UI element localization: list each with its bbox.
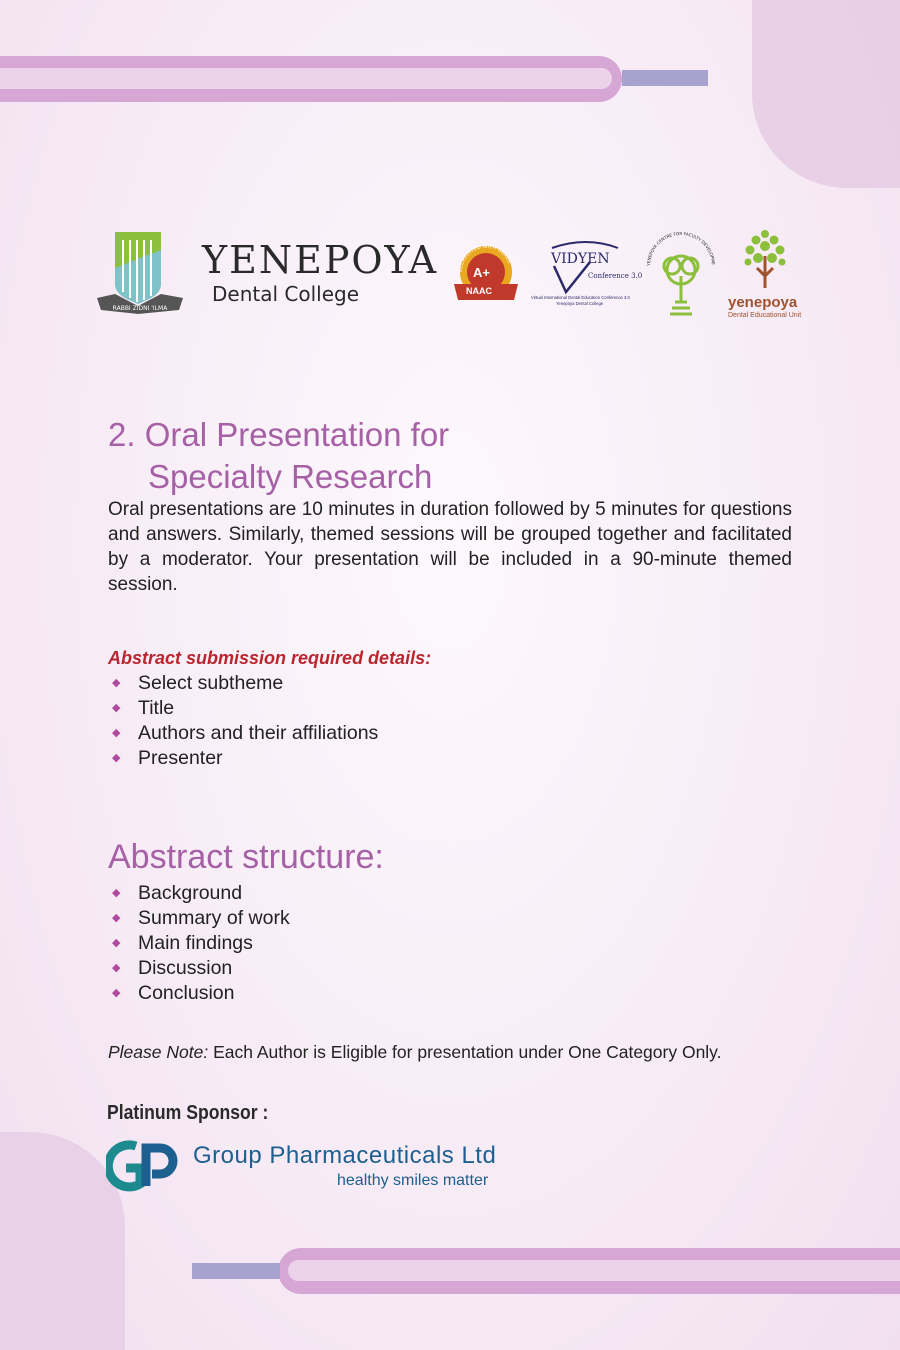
unit-name: Dental Educational Unit: [728, 312, 802, 319]
sponsor-label: Platinum Sponsor :: [107, 1102, 269, 1124]
list-item-text: Conclusion: [138, 982, 235, 1004]
naac-ring-text: ACCREDITED WITH GRADE: [457, 243, 513, 273]
abstract-structure-list: [108, 881, 290, 1006]
group-pharma-logo-icon: [106, 1140, 178, 1194]
corner-decoration-top-right: [752, 0, 900, 188]
vidyen-name: VIDYEN: [551, 251, 610, 267]
section-heading: [108, 414, 449, 498]
required-details-list: [108, 671, 378, 771]
college-crest-logo: [95, 228, 187, 316]
list-item: [108, 981, 290, 1006]
list-item-text: Summary of work: [138, 907, 290, 929]
sponsor-tagline: healthy smiles matter: [337, 1172, 489, 1189]
list-item-text: Title: [138, 697, 175, 719]
list-item: [108, 671, 378, 696]
list-item-text: Presenter: [138, 747, 223, 769]
list-item-text: Discussion: [138, 957, 233, 979]
required-details-label: Abstract submission required details:: [108, 648, 432, 668]
note-prefix: Please Note:: [108, 1042, 209, 1062]
list-item: [108, 721, 378, 746]
vidyen-conference: Conference 3.0: [588, 272, 643, 280]
section-heading-line2: Specialty Research: [148, 458, 433, 495]
diamond-bullet-icon: ◆: [112, 677, 121, 689]
college-motto: RABBI ZIDNI 'ILMA: [112, 305, 168, 312]
list-item: [108, 746, 378, 771]
list-item-text: Authors and their affiliations: [138, 722, 379, 744]
bottom-decorative-bar-accent: [192, 1263, 280, 1279]
diamond-bullet-icon: ◆: [112, 912, 121, 924]
list-item-text: Main findings: [138, 932, 253, 954]
naac-label: NAAC: [466, 286, 492, 296]
list-item: [108, 696, 378, 721]
vidyen-college: Yenepoya Dental College: [556, 301, 604, 306]
diamond-bullet-icon: ◆: [112, 702, 121, 714]
unit-brand: yenepoya: [728, 294, 798, 311]
sponsor-name: Group Pharmaceuticals Ltd: [193, 1142, 497, 1169]
vidyen-logo-icon: [546, 240, 626, 296]
list-item: [108, 931, 290, 956]
section-heading-line1: 2. Oral Presentation for: [108, 416, 450, 453]
list-item: [108, 956, 290, 981]
diamond-bullet-icon: ◆: [112, 937, 121, 949]
diamond-bullet-icon: ◆: [112, 887, 121, 899]
list-item: [108, 881, 290, 906]
yenepoya-tree-icon: [740, 228, 790, 294]
naac-grade: A+: [473, 265, 490, 280]
list-item: [108, 906, 290, 931]
note: [108, 1042, 722, 1063]
top-decorative-bar-accent: [622, 70, 708, 86]
faculty-development-tree-icon: [642, 226, 720, 318]
diamond-bullet-icon: ◆: [112, 752, 121, 764]
bottom-decorative-bar-inner: [288, 1260, 900, 1281]
faculty-ring-text: YENEPOYA CENTRE FOR FACULTY DEVELOPME: [645, 230, 716, 267]
abstract-structure-heading: Abstract structure:: [108, 838, 384, 876]
note-text: Each Author is Eligible for presentation under One Category Only.: [208, 1042, 722, 1062]
college-name: YENEPOYA: [202, 238, 439, 282]
college-subtitle: Dental College: [212, 282, 360, 306]
diamond-bullet-icon: ◆: [112, 962, 121, 974]
list-item-text: Background: [138, 882, 243, 904]
diamond-bullet-icon: ◆: [112, 987, 121, 999]
intro-paragraph: Oral presentations are 10 minutes in duration followed by 5 minutes for questions and answers. Similarly, themed sessions will be grouped together and facilitated by a moderator. Your presentation will be included in a 90-minute themed session.: [108, 499, 792, 595]
top-decorative-bar-inner: [0, 68, 612, 89]
vidyen-subtitle: Virtual International Dental Education Conference 3.0: [531, 295, 630, 300]
list-item-text: Select subtheme: [138, 672, 284, 694]
diamond-bullet-icon: ◆: [112, 727, 121, 739]
